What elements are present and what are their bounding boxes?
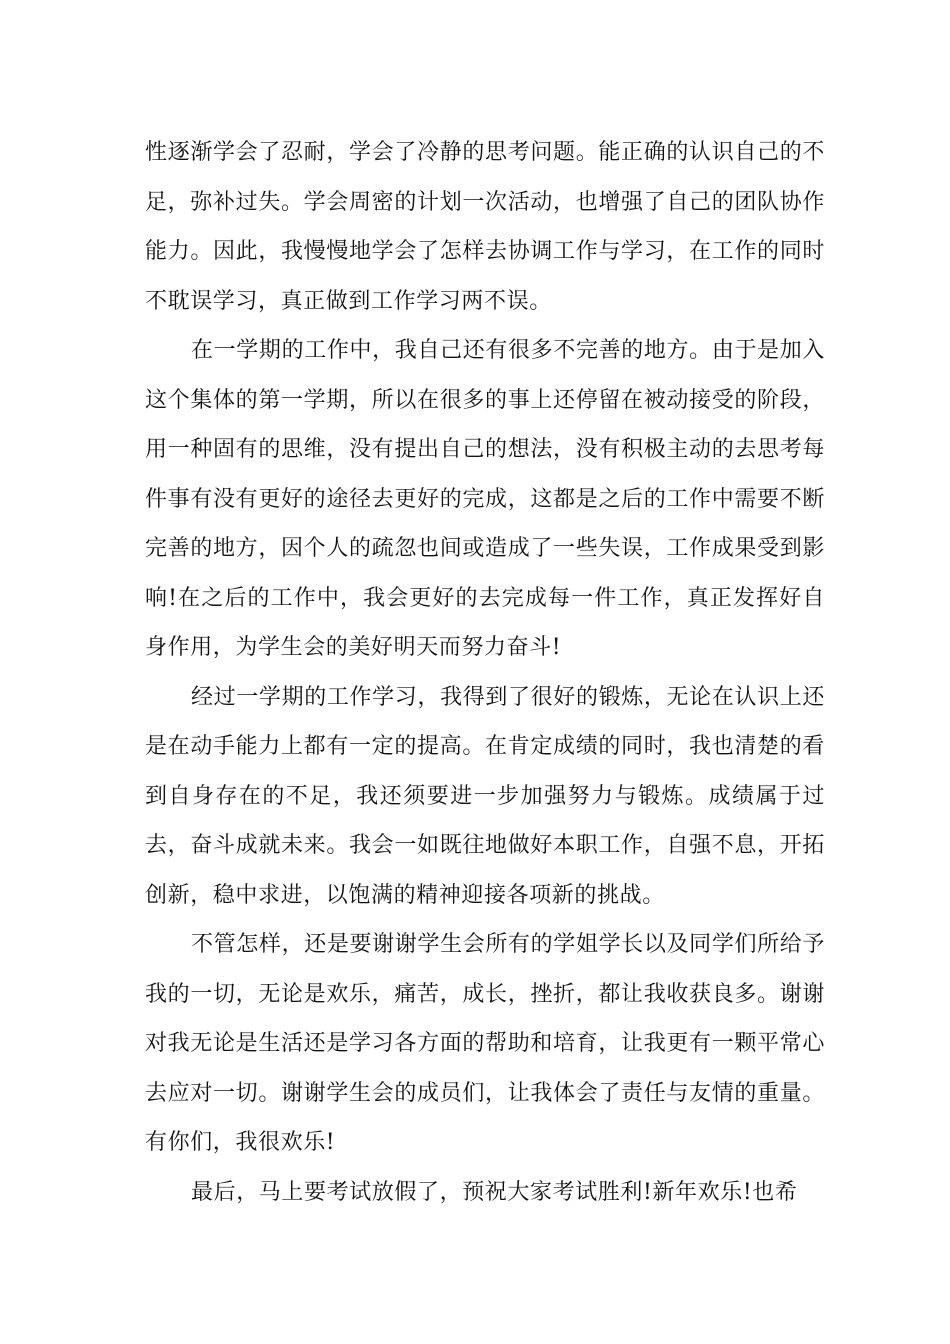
paragraph-1: 性逐渐学会了忍耐，学会了冷静的思考问题。能正确的认识自己的不足，弥补过失。学会周密的计划一次活动，也增强了自己的团队协作能力。因此，我慢慢地学会了怎样去协调工作与学习，在工作的同时不耽误学习，真正做到工作学习两不误。 [145, 140, 825, 314]
paragraph-5: 最后，马上要考试放假了，预祝大家考试胜利!新年欢乐!也希 [191, 1179, 798, 1205]
document-body [145, 128, 825, 1217]
paragraph-4: 不管怎样，还是要谢谢学生会所有的学姐学长以及同学们所给予我的一切，无论是欢乐，痛苦，成长，挫折，都让我收获良多。谢谢对我无论是生活还是学习各方面的帮助和培育，让我更有一颗平常心去应对一切。谢谢学生会的成员们，让我体会了责任与友情的重量。有你们，我很欢乐! [145, 932, 825, 1155]
paragraph-3: 经过一学期的工作学习，我得到了很好的锻炼，无论在认识上还是在动手能力上都有一定的提高。在肯定成绩的同时，我也清楚的看到自身存在的不足，我还须要进一步加强努力与锻炼。成绩属于过去，奋斗成就未来。我会一如既往地做好本职工作，自强不息，开拓创新，稳中求进，以饱满的精神迎接各项新的挑战。 [145, 684, 825, 908]
paragraph-2: 在一学期的工作中，我自己还有很多不完善的地方。由于是加入这个集体的第一学期，所以在很多的事上还停留在被动接受的阶段，用一种固有的思维，没有提出自己的想法，没有积极主动的去思考每件事有没有更好的途径去更好的完成，这都是之后的工作中需要不断完善的地方，因个人的疏忽也间或造成了一些失误，工作成果受到影响!在之后的工作中，我会更好的去完成每一件工作，真正发挥好自身作用，为学生会的美好明天而努力奋斗! [145, 338, 825, 660]
